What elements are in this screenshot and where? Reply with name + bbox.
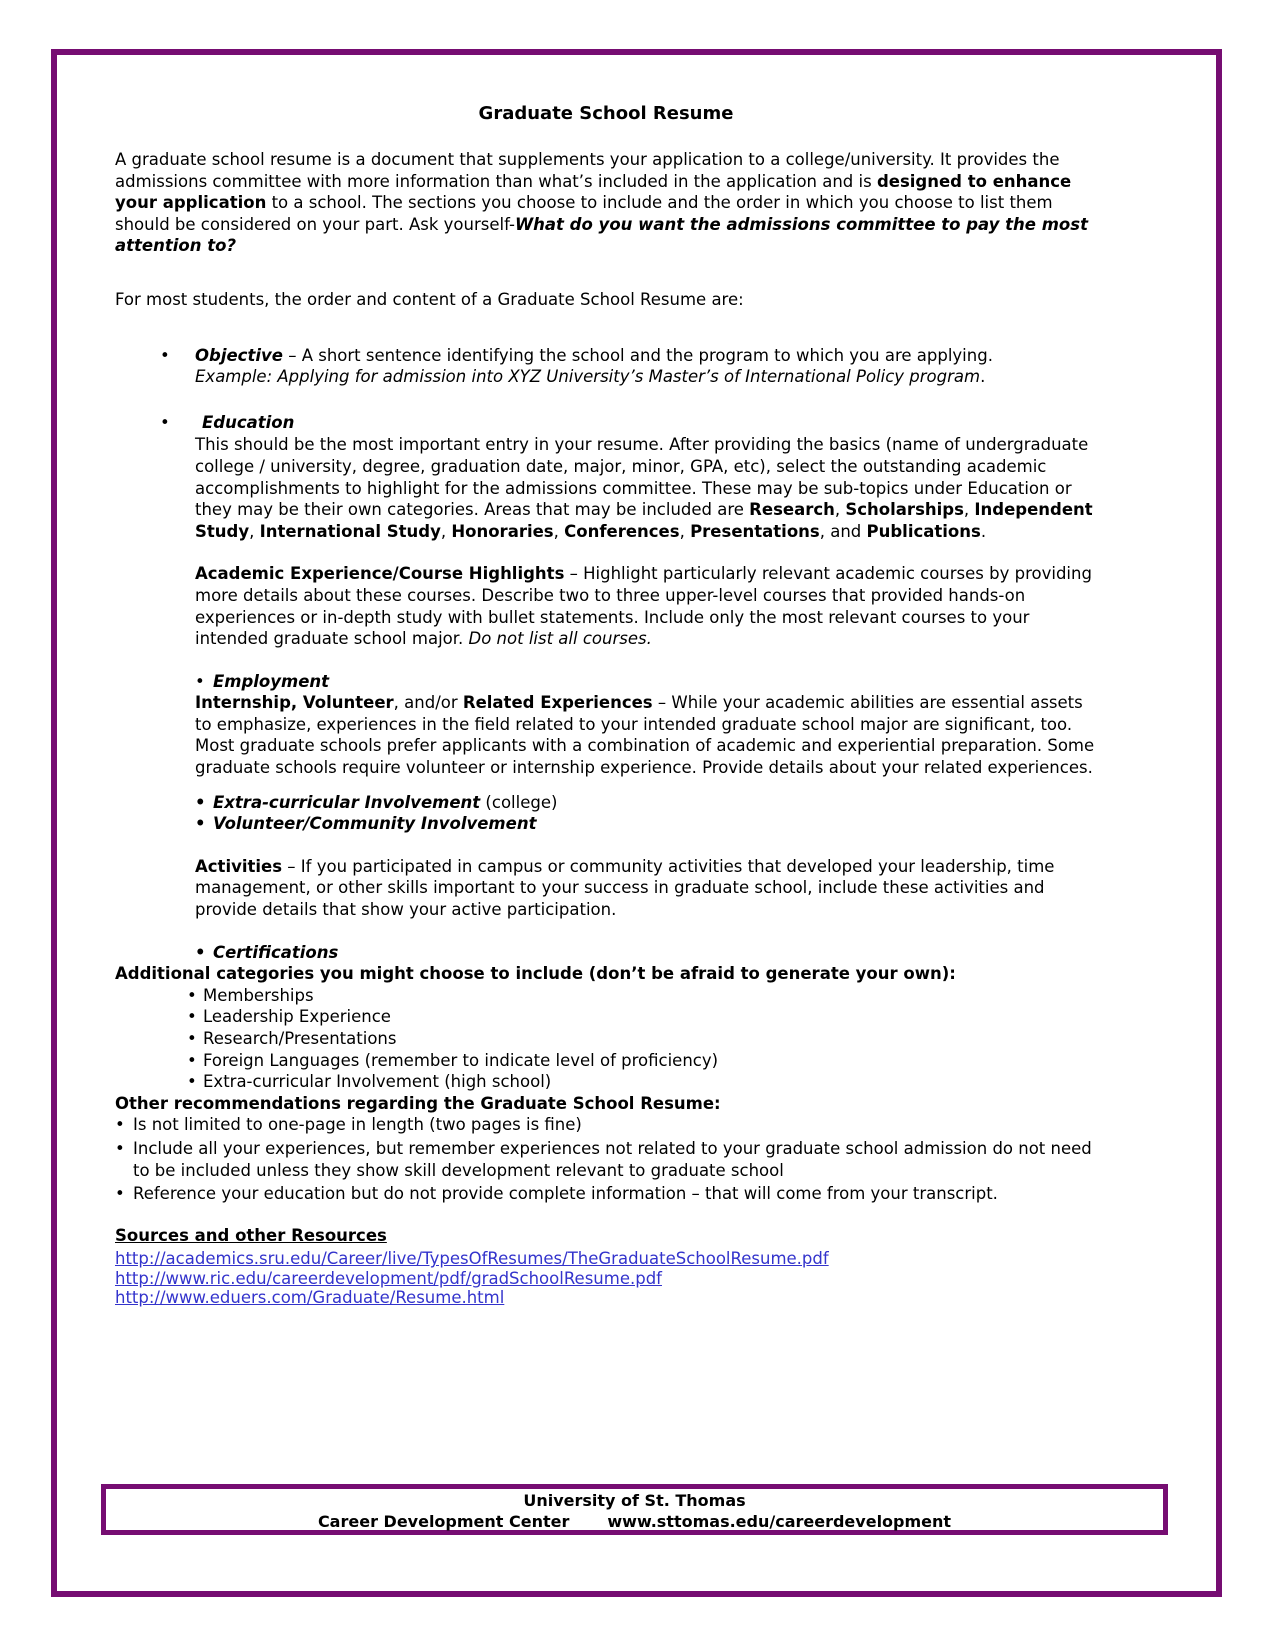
employment-term: Employment [213, 671, 330, 691]
separator: , [834, 500, 846, 520]
footer-center-line [106, 1511, 1163, 1532]
activities-term: Activities [195, 856, 283, 876]
separator: , and [819, 521, 867, 541]
footer-url: www.sttomas.edu/careerdevelopment [607, 1512, 952, 1531]
education-area: Independent Study [195, 500, 1093, 541]
employment-paragraph [115, 692, 1097, 778]
objective-text: – A short sentence identifying the school and the program to which you are applying. [282, 345, 993, 365]
page-title: Graduate School Resume [478, 103, 734, 124]
employment-bold-1: Internship, Volunteer [195, 693, 394, 713]
activities-paragraph [115, 856, 1097, 921]
extracurricular-term: Extra-curricular Involvement [213, 792, 481, 812]
intro-text: A graduate school resume is a document that supplements your application to a college/university. It provides the admissions committee with more information than what’s included in the application and is [115, 150, 1060, 191]
separator: , [679, 521, 691, 541]
employment-text-1: , and/or [393, 693, 463, 713]
intro-text-2: to a school. The sections you choose to include and the order in which you choose to list them should be considered on your part. Ask yourself- [115, 193, 1053, 234]
additional-category-item: • Foreign Languages (remember to indicate level of proficiency) [115, 1050, 1097, 1072]
objective-example: Example: Applying for admission into XYZ University’s Master’s of International Policy program [195, 367, 981, 387]
additional-category-item: • Research/Presentations [115, 1028, 1097, 1050]
bullet-dot: • [195, 792, 206, 812]
separator: , [440, 521, 452, 541]
extracurricular-college-item [115, 792, 1097, 814]
intro-bold-phrase: designed to enhance your application [115, 171, 1072, 213]
source-link-line [115, 1269, 1097, 1289]
footer-university: University of St. Thomas [523, 1491, 746, 1510]
education-area: Research [749, 500, 835, 520]
education-area: Honoraries [451, 521, 554, 541]
intro-question: What do you want the admissions committee to pay the most attention to? [115, 214, 1088, 256]
additional-category-item: • Leadership Experience [115, 1006, 1097, 1028]
source-link-line [115, 1249, 1097, 1269]
source-link-line [115, 1288, 1097, 1308]
objective-bullet-item [115, 345, 1097, 388]
activities-text: – If you participated in campus or community activities that developed your leadership, time management, or other skills important to your success in graduate school, include these activities and provide details that show your active participation. [195, 856, 1055, 920]
certifications-term: Certifications [213, 942, 339, 962]
education-area: Presentations [690, 521, 820, 541]
volunteer-community-item [115, 813, 1097, 835]
footer-box [101, 1484, 1168, 1535]
period: . [980, 521, 987, 541]
page-border-frame [51, 49, 1222, 1597]
education-area: Scholarships [845, 500, 964, 520]
academic-highlights-paragraph [115, 563, 1097, 649]
extracurricular-suffix: (college) [480, 792, 558, 812]
sources-heading: Sources and other Resources [115, 1225, 387, 1245]
employment-bold-2: Related Experiences [462, 693, 653, 713]
other-recommendations-heading: Other recommendations regarding the Graduate School Resume: [115, 1093, 721, 1113]
additional-categories-heading: Additional categories you might choose to include (don’t be afraid to generate your own): [115, 964, 956, 984]
academic-highlights-text: – Highlight particularly relevant academic courses by providing more details about these courses. Describe two to three upper-level courses that provided hands-on experiences or in-depth study with bullet statements. Include only the most relevant courses to your intended graduate school major. [195, 564, 1092, 649]
education-term: Education [202, 412, 295, 432]
objective-example-period: . [980, 367, 986, 387]
document-content [115, 102, 1097, 1308]
certifications-item [115, 942, 1097, 964]
recommendation-item: • Include all your experiences, but remember experiences not related to your graduate school admission do not need to be included unless they show skill development relevant to graduate school [115, 1138, 1097, 1181]
separator: , [553, 521, 565, 541]
objective-definition [195, 345, 1097, 367]
bullet-dot: • [195, 671, 205, 691]
education-paragraph [115, 434, 1097, 542]
education-area: Publications [866, 521, 981, 541]
additional-category-item: • Memberships [115, 985, 1097, 1007]
separator: , [249, 521, 260, 541]
education-area: International Study [259, 521, 441, 541]
additional-categories-list [115, 985, 1097, 1093]
recommendation-item: • Is not limited to one-page in length (two pages is fine) [115, 1114, 1097, 1136]
education-text: This should be the most important entry in your resume. After providing the basics (name of undergraduate college / university, degree, graduation date, major, minor, GPA, etc), select the outstanding academic accomplishments to highlight for the admissions committee. These may be sub-topics under Education or they may be their own categories. Areas that may be included are [195, 435, 1089, 520]
academic-highlights-note: Do not list all courses. [468, 629, 652, 649]
academic-highlights-term: Academic Experience/Course Highlights [195, 564, 565, 584]
recommendation-item: • Reference your education but do not provide complete information – that will come from your transcript. [115, 1183, 1097, 1205]
source-link[interactable]: http://www.eduers.com/Graduate/Resume.html [115, 1288, 505, 1308]
additional-category-item: • Extra-curricular Involvement (high school) [115, 1071, 1097, 1093]
employment-text-2: – While your academic abilities are essential assets to emphasize, experiences in the field related to your intended graduate school major are significant, too. Most graduate schools prefer applicants with a combination of academic and experiential preparation. Some graduate schools require volunteer or internship experience. Provide details about your related experiences. [195, 693, 1095, 778]
order-intro-line: For most students, the order and content of a Graduate School Resume are: [115, 289, 744, 309]
source-link[interactable]: http://academics.sru.edu/Career/live/TypesOfResumes/TheGraduateSchoolResume.pdf [115, 1249, 829, 1269]
involvement-bullet-group [115, 792, 1097, 835]
intro-paragraph [115, 149, 1097, 257]
source-link[interactable]: http://www.ric.edu/careerdevelopment/pdf/gradSchoolResume.pdf [115, 1268, 662, 1288]
volunteer-community-term: Volunteer/Community Involvement [213, 814, 537, 834]
objective-term: Objective [195, 345, 283, 365]
objective-example-line [195, 366, 1097, 388]
education-area: Conferences [564, 521, 680, 541]
bullet-dot: • [195, 942, 206, 962]
separator: , [963, 500, 975, 520]
employment-heading [115, 671, 1097, 693]
footer-center-name: Career Development Center [317, 1512, 570, 1531]
bullet-dot: • [195, 814, 206, 834]
education-bullet-item [115, 412, 1097, 434]
recommendations-list [115, 1114, 1097, 1204]
